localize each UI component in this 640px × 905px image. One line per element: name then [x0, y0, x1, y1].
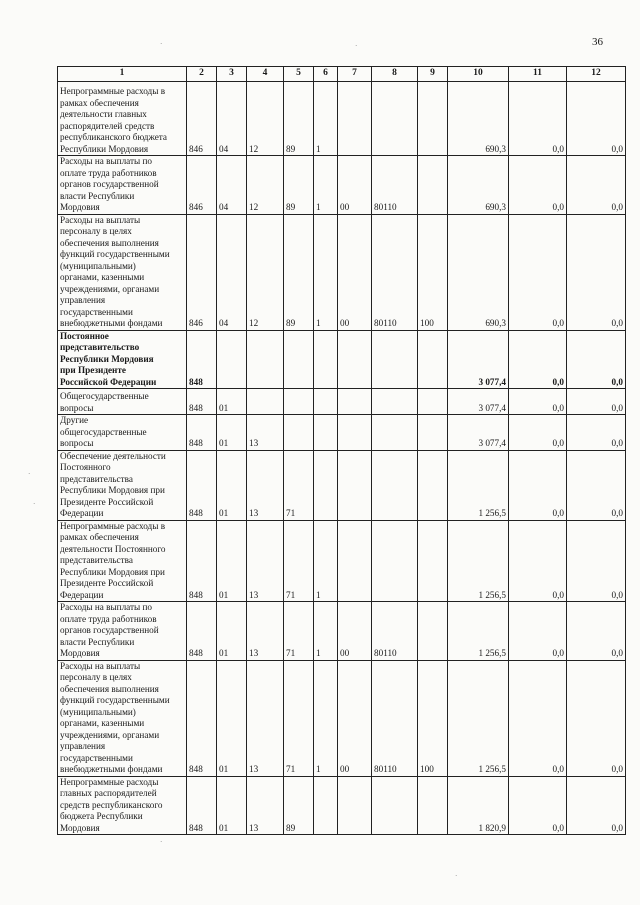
- cell-c3: 01: [217, 389, 247, 415]
- cell-c5: 71: [284, 520, 314, 602]
- cell-c12: 0,0: [567, 156, 626, 215]
- column-header: 1: [58, 67, 187, 82]
- cell-c11: 0,0: [509, 450, 567, 520]
- row-name-cell: Непрограммные расходы главных распорядителей средств республиканского бюджета Республики Мордовия: [58, 776, 187, 835]
- cell-c6: 1: [314, 82, 338, 156]
- cell-c5: 71: [284, 660, 314, 776]
- cell-c5: [284, 389, 314, 415]
- column-header: 4: [247, 67, 284, 82]
- row-name-cell: Постоянное представительство Республики Мордовия при Президенте Российской Федерации: [58, 330, 187, 389]
- cell-c7: [338, 520, 372, 602]
- cell-c11: 0,0: [509, 156, 567, 215]
- cell-c8: [372, 330, 418, 389]
- row-name-cell: Расходы на выплаты по оплате труда работников органов государственной власти Республики Мордовия: [58, 602, 187, 661]
- table-row: [58, 214, 626, 330]
- cell-c3: 01: [217, 450, 247, 520]
- cell-c12: 0,0: [567, 660, 626, 776]
- cell-c6: 1: [314, 214, 338, 330]
- table-row: [58, 330, 626, 389]
- cell-c9: [418, 602, 448, 661]
- cell-c6: 1: [314, 520, 338, 602]
- scan-speck: ·: [455, 872, 458, 880]
- column-header: 2: [187, 67, 217, 82]
- cell-c4: [247, 389, 284, 415]
- cell-c2: 848: [187, 660, 217, 776]
- budget-table: [57, 66, 626, 835]
- cell-c3: 01: [217, 776, 247, 835]
- cell-c10: 690,3: [448, 214, 509, 330]
- cell-c12: 0,0: [567, 415, 626, 451]
- cell-c8: 80110: [372, 602, 418, 661]
- cell-c11: 0,0: [509, 660, 567, 776]
- cell-c10: 1 820,9: [448, 776, 509, 835]
- scan-speck: ·: [160, 40, 163, 48]
- scan-speck: ·: [160, 838, 163, 846]
- cell-c8: [372, 520, 418, 602]
- cell-c6: [314, 415, 338, 451]
- row-name-cell: Расходы на выплаты персоналу в целях обеспечения выполнения функций государственными (муниципальными) органами, казенными учреждениями, органами управления государственными внебюджетными фондами: [58, 660, 187, 776]
- cell-c5: 89: [284, 82, 314, 156]
- cell-c11: 0,0: [509, 389, 567, 415]
- cell-c8: 80110: [372, 156, 418, 215]
- table-row: [58, 776, 626, 835]
- cell-c11: 0,0: [509, 214, 567, 330]
- cell-c2: 848: [187, 776, 217, 835]
- cell-c7: [338, 330, 372, 389]
- cell-c8: [372, 82, 418, 156]
- cell-c4: 13: [247, 602, 284, 661]
- cell-c2: 848: [187, 330, 217, 389]
- column-header: 12: [567, 67, 626, 82]
- cell-c9: [418, 450, 448, 520]
- cell-c3: 01: [217, 520, 247, 602]
- cell-c9: [418, 156, 448, 215]
- row-name-cell: Расходы на выплаты по оплате труда работников органов государственной власти Республики Мордовия: [58, 156, 187, 215]
- cell-c7: 00: [338, 602, 372, 661]
- cell-c8: [372, 450, 418, 520]
- cell-c6: 1: [314, 156, 338, 215]
- cell-c3: [217, 330, 247, 389]
- cell-c7: [338, 415, 372, 451]
- cell-c7: 00: [338, 156, 372, 215]
- table-row: [58, 660, 626, 776]
- table-row: [58, 520, 626, 602]
- cell-c10: 1 256,5: [448, 660, 509, 776]
- cell-c9: [418, 82, 448, 156]
- cell-c8: 80110: [372, 660, 418, 776]
- cell-c6: 1: [314, 602, 338, 661]
- cell-c9: [418, 389, 448, 415]
- scan-speck: ·: [355, 42, 358, 50]
- cell-c9: 100: [418, 660, 448, 776]
- table-row: [58, 450, 626, 520]
- cell-c10: 1 256,5: [448, 450, 509, 520]
- cell-c12: 0,0: [567, 214, 626, 330]
- cell-c9: [418, 415, 448, 451]
- cell-c12: 0,0: [567, 450, 626, 520]
- cell-c10: 3 077,4: [448, 330, 509, 389]
- column-header: 8: [372, 67, 418, 82]
- cell-c2: 848: [187, 389, 217, 415]
- table-row: [58, 415, 626, 451]
- row-name-cell: Непрограммные расходы в рамках обеспечения деятельности главных распорядителей средств республиканского бюджета Республики Мордовия: [58, 82, 187, 156]
- scan-speck: ·: [33, 500, 36, 508]
- table-row: [58, 156, 626, 215]
- column-header: 5: [284, 67, 314, 82]
- column-header: 7: [338, 67, 372, 82]
- column-header: 6: [314, 67, 338, 82]
- row-name-cell: Общегосударственные вопросы: [58, 389, 187, 415]
- cell-c2: 848: [187, 415, 217, 451]
- cell-c2: 848: [187, 450, 217, 520]
- cell-c5: 89: [284, 156, 314, 215]
- cell-c7: 00: [338, 660, 372, 776]
- cell-c10: 3 077,4: [448, 389, 509, 415]
- cell-c5: 89: [284, 776, 314, 835]
- cell-c4: 13: [247, 520, 284, 602]
- cell-c11: 0,0: [509, 82, 567, 156]
- cell-c9: [418, 330, 448, 389]
- cell-c6: [314, 389, 338, 415]
- cell-c5: [284, 330, 314, 389]
- cell-c10: 1 256,5: [448, 602, 509, 661]
- cell-c5: 71: [284, 602, 314, 661]
- cell-c8: [372, 415, 418, 451]
- table-body: [58, 82, 626, 835]
- cell-c2: 848: [187, 602, 217, 661]
- cell-c12: 0,0: [567, 520, 626, 602]
- cell-c10: 690,3: [448, 156, 509, 215]
- cell-c9: 100: [418, 214, 448, 330]
- table-row: [58, 389, 626, 415]
- cell-c10: 3 077,4: [448, 415, 509, 451]
- cell-c8: [372, 389, 418, 415]
- cell-c2: 846: [187, 82, 217, 156]
- row-name-cell: Непрограммные расходы в рамках обеспечения деятельности Постоянного представительства Республики Мордовия при Президенте Российской Федерации: [58, 520, 187, 602]
- cell-c3: 04: [217, 82, 247, 156]
- cell-c9: [418, 776, 448, 835]
- cell-c3: 04: [217, 156, 247, 215]
- cell-c3: 04: [217, 214, 247, 330]
- cell-c7: [338, 450, 372, 520]
- column-header: 11: [509, 67, 567, 82]
- row-name-cell: Другие общегосударственные вопросы: [58, 415, 187, 451]
- page-number: 36: [592, 36, 603, 48]
- cell-c7: [338, 389, 372, 415]
- cell-c6: 1: [314, 660, 338, 776]
- cell-c12: 0,0: [567, 389, 626, 415]
- cell-c5: [284, 415, 314, 451]
- cell-c11: 0,0: [509, 415, 567, 451]
- cell-c3: 01: [217, 415, 247, 451]
- cell-c4: 13: [247, 450, 284, 520]
- cell-c11: 0,0: [509, 330, 567, 389]
- cell-c3: 01: [217, 602, 247, 661]
- table-row: [58, 602, 626, 661]
- cell-c11: 0,0: [509, 776, 567, 835]
- cell-c9: [418, 520, 448, 602]
- cell-c11: 0,0: [509, 602, 567, 661]
- cell-c7: 00: [338, 214, 372, 330]
- cell-c7: [338, 82, 372, 156]
- table-row: [58, 82, 626, 156]
- column-header: 9: [418, 67, 448, 82]
- cell-c4: 12: [247, 156, 284, 215]
- cell-c6: [314, 330, 338, 389]
- cell-c4: 13: [247, 776, 284, 835]
- cell-c8: 80110: [372, 214, 418, 330]
- cell-c2: 846: [187, 214, 217, 330]
- column-header: 3: [217, 67, 247, 82]
- cell-c4: 12: [247, 214, 284, 330]
- row-name-cell: Обеспечение деятельности Постоянного представительства Республики Мордовия при Президенте Российской Федерации: [58, 450, 187, 520]
- cell-c5: 71: [284, 450, 314, 520]
- cell-c8: [372, 776, 418, 835]
- cell-c10: 1 256,5: [448, 520, 509, 602]
- cell-c6: [314, 450, 338, 520]
- cell-c11: 0,0: [509, 520, 567, 602]
- cell-c3: 01: [217, 660, 247, 776]
- column-header: 10: [448, 67, 509, 82]
- cell-c12: 0,0: [567, 82, 626, 156]
- cell-c4: 12: [247, 82, 284, 156]
- cell-c6: [314, 776, 338, 835]
- cell-c4: 13: [247, 660, 284, 776]
- row-name-cell: Расходы на выплаты персоналу в целях обеспечения выполнения функций государственными (муниципальными) органами, казенными учреждениями, органами управления государственными внебюджетными фондами: [58, 214, 187, 330]
- cell-c4: 13: [247, 415, 284, 451]
- cell-c12: 0,0: [567, 330, 626, 389]
- table-header-row: [58, 67, 626, 82]
- scan-speck: ·: [28, 470, 31, 478]
- cell-c2: 848: [187, 520, 217, 602]
- cell-c12: 0,0: [567, 776, 626, 835]
- cell-c4: [247, 330, 284, 389]
- cell-c12: 0,0: [567, 602, 626, 661]
- cell-c5: 89: [284, 214, 314, 330]
- cell-c7: [338, 776, 372, 835]
- cell-c2: 846: [187, 156, 217, 215]
- cell-c10: 690,3: [448, 82, 509, 156]
